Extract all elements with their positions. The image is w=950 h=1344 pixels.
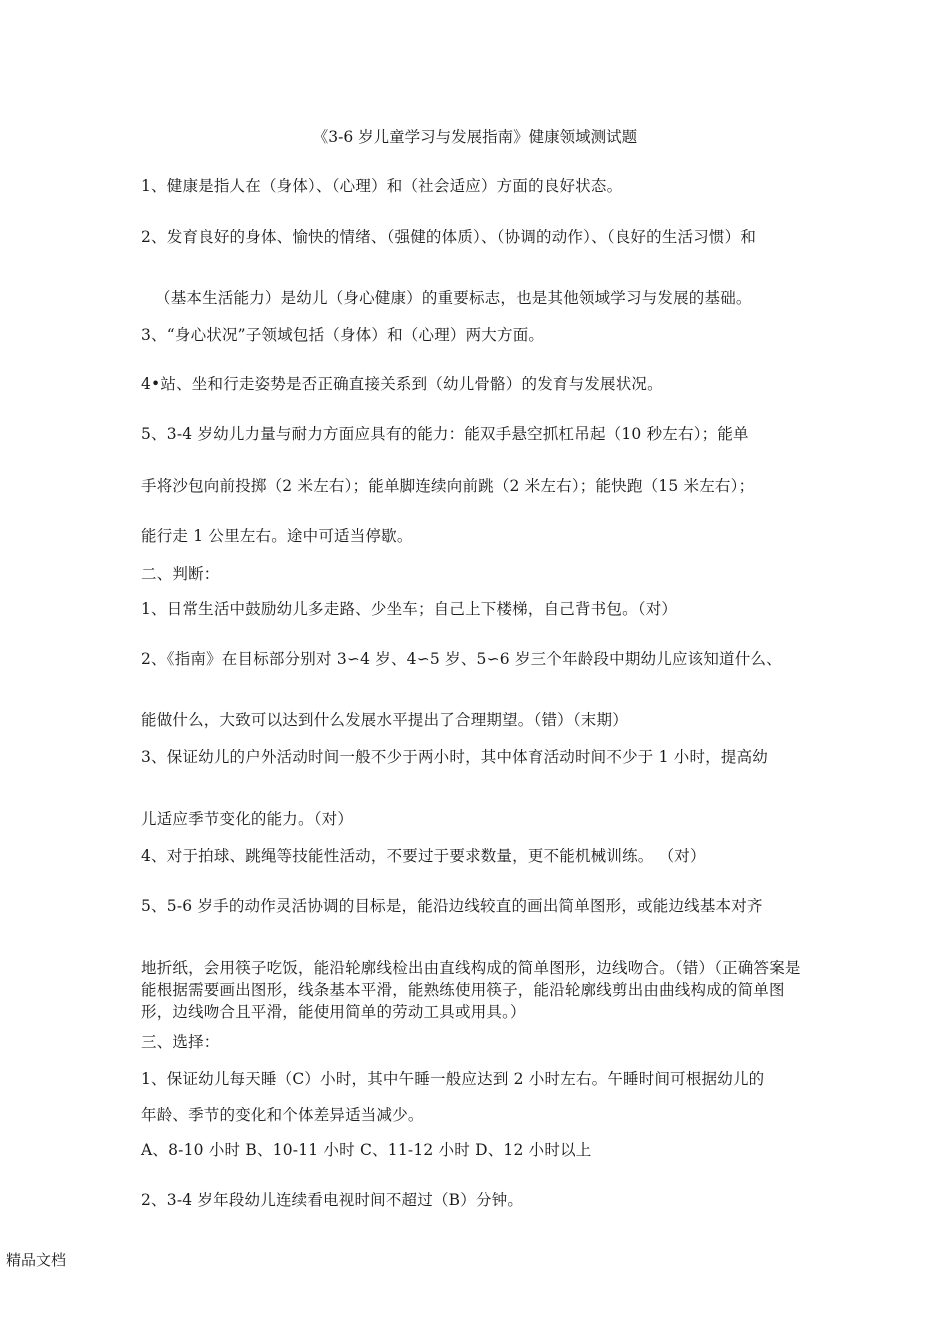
footer-watermark-text: 精品文档 (6, 1251, 67, 1269)
text-line-c1-options: A、8-10 小时 B、10-11 小时 C、11-12 小时 D、12 小时以上 (141, 1141, 592, 1159)
text-line-c2: 2、3-4 岁年段幼儿连续看电视时间不超过（B）分钟。 (141, 1191, 524, 1209)
text-line-j5-cont: 地折纸，会用筷子吃饭，能沿轮廓线检出由直线构成的简单图形，边线吻合。（错）（正确答案是能根据需要画出图形，线条基本平滑，能熟练使用筷子，能沿轮廓线剪出由曲线构成的简单图形，边线吻合且平滑，能使用简单的劳动工具或用具。） (141, 959, 801, 1021)
text-line-q2-cont: （基本生活能力）是幼儿（身心健康）的重要标志，也是其他领域学习与发展的基础。 (155, 289, 752, 307)
text-line-q5-cont2: 能行走 1 公里左右。途中可适当停歇。 (141, 527, 413, 545)
text-line-q1: 1、健康是指人在（身体）、（心理）和（社会适应）方面的良好状态。 (141, 177, 623, 195)
text-line-c1-cont: 年龄、季节的变化和个体差异适当减少。 (141, 1106, 424, 1124)
text-line-q2: 2、发育良好的身体、愉快的情绪、（强健的体质）、（协调的动作）、（良好的生活习惯）和 (141, 228, 757, 246)
text-line-j4: 4、对于拍球、跳绳等技能性活动，不要过于要求数量，更不能机械训练。 （对） (141, 847, 706, 865)
section-heading-choice: 三、选择： (141, 1033, 220, 1051)
text-line-j3: 3、保证幼儿的户外活动时间一般不少于两小时，其中体育活动时间不少于 1 小时，提高幼 (141, 748, 768, 766)
text-line-j5: 5、5-6 岁手的动作灵活协调的目标是，能沿边线较直的画出简单图形，或能边线基本对齐 (141, 897, 763, 915)
text-line-j2-cont: 能做什么，大致可以达到什么发展水平提出了合理期望。（错）（末期） (141, 711, 628, 729)
text-line-j1: 1、日常生活中鼓励幼儿多走路、少坐车；自己上下楼梯，自己背书包。（对） (141, 600, 678, 618)
text-line-j3-cont: 儿适应季节变化的能力。（对） (141, 810, 354, 828)
text-line-q3: 3、“身心状况”子领域包括（身体）和（心理）两大方面。 (141, 326, 545, 344)
document-title: 《3-6 岁儿童学习与发展指南》健康领域测试题 (312, 128, 638, 146)
section-heading-judgement: 二、判断： (141, 565, 220, 583)
text-line-q4: 4•站、坐和行走姿势是否正确直接关系到（幼儿骨骼）的发育与发展状况。 (141, 375, 663, 393)
text-line-q5: 5、3-4 岁幼儿力量与耐力方面应具有的能力：能双手悬空抓杠吊起（10 秒左右）；能单 (141, 425, 749, 443)
text-line-q5-cont1: 手将沙包向前投掷（2 米左右）；能单脚连续向前跳（2 米左右）；能快跑（15 米左右）； (141, 477, 755, 495)
text-line-j2: 2、《指南》在目标部分别对 3∽4 岁、4∽5 岁、5∽6 岁三个年龄段中期幼儿应该知道什么、 (141, 650, 782, 668)
text-line-c1: 1、保证幼儿每天睡（C）小时，其中午睡一般应达到 2 小时左右。午睡时间可根据幼儿的 (141, 1070, 765, 1088)
